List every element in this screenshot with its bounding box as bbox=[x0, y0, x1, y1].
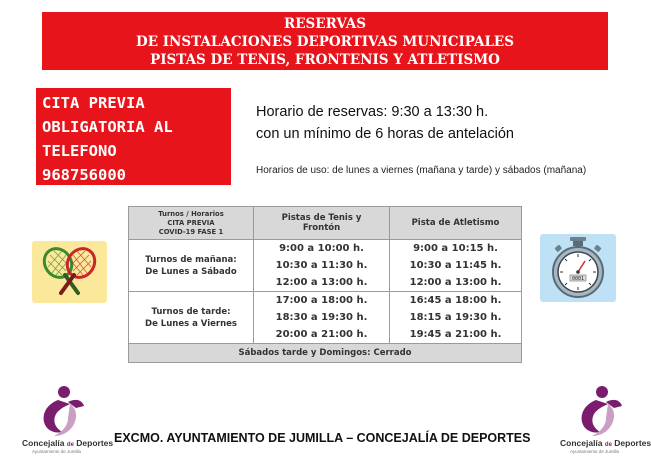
time-slot: 17:00 a 18:00 h. bbox=[275, 295, 368, 306]
time-slot: 18:15 a 19:30 h. bbox=[409, 312, 502, 323]
logo-de: de bbox=[604, 442, 612, 448]
turnos-table bbox=[128, 206, 522, 363]
time-slot: 9:00 a 10:15 h. bbox=[413, 243, 498, 254]
concejalia-logo bbox=[556, 382, 651, 454]
banner-line-3: PISTAS DE TENIS, FRONTENIS Y ATLETISMO bbox=[150, 52, 500, 68]
morning-label bbox=[129, 240, 254, 292]
afternoon-label-line-2: De Lunes a Viernes bbox=[145, 318, 237, 329]
afternoon-label-line-1: Turnos de tarde: bbox=[151, 306, 231, 317]
logo-name: Concejalía bbox=[22, 438, 65, 448]
logo-deportes: Deportes bbox=[614, 438, 651, 448]
concejalia-logo bbox=[18, 382, 114, 454]
time-slot: 18:30 a 19:30 h. bbox=[275, 312, 368, 323]
logo-text bbox=[560, 438, 651, 448]
banner-line-2: DE INSTALACIONES DEPORTIVAS MUNICIPALES bbox=[136, 34, 514, 50]
athlete-figure-icon bbox=[556, 382, 646, 438]
logo-subtitle: Ayuntamiento de Jumilla bbox=[32, 449, 81, 454]
closed-note: Sábados tarde y Domingos: Cerrado bbox=[129, 344, 522, 363]
afternoon-atletismo-times bbox=[390, 292, 522, 344]
banner-line-1: RESERVAS bbox=[284, 16, 366, 32]
header-turnos bbox=[129, 207, 254, 240]
logo-de: de bbox=[66, 442, 74, 448]
athlete-figure-icon bbox=[18, 382, 108, 438]
table-row-morning bbox=[129, 240, 522, 292]
afternoon-tenis-times bbox=[254, 292, 390, 344]
logo-name: Concejalía bbox=[560, 438, 603, 448]
table-footer-row bbox=[129, 344, 522, 363]
header-tenis-line-2: Frontón bbox=[302, 223, 341, 233]
footer-text: EXCMO. AYUNTAMIENTO DE JUMILLA – CONCEJALÍA DE DEPORTES bbox=[114, 431, 531, 445]
morning-atletismo-times bbox=[390, 240, 522, 292]
cita-phone: 968756000 bbox=[42, 166, 126, 184]
cita-line-1: CITA PREVIA bbox=[42, 94, 145, 112]
header-tenis-line-1: Pistas de Tenis y bbox=[281, 213, 362, 223]
table-row-afternoon bbox=[129, 292, 522, 344]
title-banner bbox=[42, 12, 608, 70]
header-atletismo: Pista de Atletismo bbox=[390, 207, 522, 240]
time-slot: 10:30 a 11:45 h. bbox=[409, 260, 502, 271]
horario-reservas bbox=[256, 101, 514, 145]
logo-subtitle: Ayuntamiento de Jumilla bbox=[570, 449, 619, 454]
cita-line-3: TELEFONO bbox=[42, 142, 117, 160]
horarios-uso: Horarios de uso: de lunes a viernes (mañana y tarde) y sábados (mañana) bbox=[256, 165, 587, 176]
time-slot: 10:30 a 11:30 h. bbox=[275, 260, 368, 271]
logo-text bbox=[22, 438, 113, 448]
stopwatch-display: 0001 bbox=[571, 276, 585, 282]
header-turnos-line-1: Turnos / Horarios bbox=[158, 209, 224, 218]
time-slot: 12:00 a 13:00 h. bbox=[275, 277, 368, 288]
cita-line-2: OBLIGATORIA AL bbox=[42, 118, 173, 136]
time-slot: 20:00 a 21:00 h. bbox=[275, 329, 368, 340]
logo-deportes: Deportes bbox=[76, 438, 114, 448]
morning-label-line-1: Turnos de mañana: bbox=[145, 254, 237, 265]
table-header-row bbox=[129, 207, 522, 240]
horario-line-1: Horario de reservas: 9:30 a 13:30 h. bbox=[256, 104, 489, 120]
morning-tenis-times bbox=[254, 240, 390, 292]
cita-previa-box bbox=[36, 88, 231, 185]
time-slot: 19:45 a 21:00 h. bbox=[409, 329, 502, 340]
time-slot: 12:00 a 13:00 h. bbox=[409, 277, 502, 288]
header-turnos-line-2: CITA PREVIA bbox=[167, 218, 215, 227]
time-slot: 9:00 a 10:00 h. bbox=[279, 243, 364, 254]
tennis-rackets-icon bbox=[32, 241, 107, 303]
header-tenis bbox=[254, 207, 390, 240]
header-turnos-line-3: COVID-19 FASE 1 bbox=[158, 227, 224, 236]
morning-label-line-2: De Lunes a Sábado bbox=[145, 266, 237, 277]
stopwatch-icon bbox=[540, 234, 616, 302]
horario-line-2: con un mínimo de 6 horas de antelación bbox=[256, 126, 514, 142]
time-slot: 16:45 a 18:00 h. bbox=[409, 295, 502, 306]
afternoon-label bbox=[129, 292, 254, 344]
